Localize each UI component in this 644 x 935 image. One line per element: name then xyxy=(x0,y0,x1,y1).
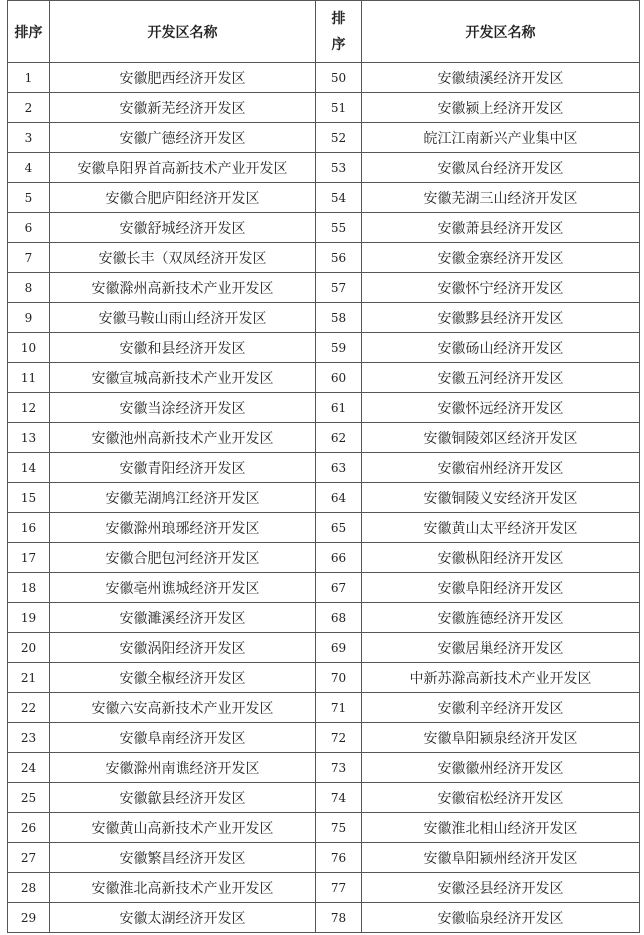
rank-left-cell: 9 xyxy=(8,303,50,333)
table-row xyxy=(8,483,640,513)
rank-left-cell: 5 xyxy=(8,183,50,213)
header-rank-left: 排序 xyxy=(8,1,50,63)
name-left-cell: 安徽和县经济开发区 xyxy=(50,333,316,363)
table-row xyxy=(8,423,640,453)
name-right-cell: 安徽枞阳经济开发区 xyxy=(362,543,640,573)
name-right-cell: 安徽怀远经济开发区 xyxy=(362,393,640,423)
table-row xyxy=(8,633,640,663)
rank-right-cell: 71 xyxy=(316,693,362,723)
rank-left-cell: 8 xyxy=(8,273,50,303)
name-right-cell: 安徽徽州经济开发区 xyxy=(362,753,640,783)
rank-right-cell: 60 xyxy=(316,363,362,393)
rank-right-cell: 57 xyxy=(316,273,362,303)
rank-left-cell: 12 xyxy=(8,393,50,423)
name-right-cell: 安徽旌德经济开发区 xyxy=(362,603,640,633)
table-row xyxy=(8,183,640,213)
name-right-cell: 安徽淮北相山经济开发区 xyxy=(362,813,640,843)
rank-left-cell: 11 xyxy=(8,363,50,393)
name-right-cell: 安徽黟县经济开发区 xyxy=(362,303,640,333)
name-left-cell: 安徽涡阳经济开发区 xyxy=(50,633,316,663)
rank-left-cell: 15 xyxy=(8,483,50,513)
name-right-cell: 安徽金寨经济开发区 xyxy=(362,243,640,273)
rank-right-cell: 70 xyxy=(316,663,362,693)
rank-left-cell: 28 xyxy=(8,873,50,903)
table-row xyxy=(8,453,640,483)
rank-right-cell: 52 xyxy=(316,123,362,153)
rank-right-cell: 67 xyxy=(316,573,362,603)
name-left-cell: 安徽合肥庐阳经济开发区 xyxy=(50,183,316,213)
rank-left-cell: 20 xyxy=(8,633,50,663)
rank-right-cell: 77 xyxy=(316,873,362,903)
rank-right-cell: 69 xyxy=(316,633,362,663)
table-row xyxy=(8,573,640,603)
rank-right-cell: 66 xyxy=(316,543,362,573)
rank-left-cell: 23 xyxy=(8,723,50,753)
name-left-cell: 安徽亳州谯城经济开发区 xyxy=(50,573,316,603)
name-right-cell: 安徽怀宁经济开发区 xyxy=(362,273,640,303)
name-right-cell: 安徽铜陵义安经济开发区 xyxy=(362,483,640,513)
table-row xyxy=(8,303,640,333)
rank-left-cell: 18 xyxy=(8,573,50,603)
table-row xyxy=(8,243,640,273)
name-right-cell: 安徽居巢经济开发区 xyxy=(362,633,640,663)
table-row xyxy=(8,123,640,153)
rank-left-cell: 19 xyxy=(8,603,50,633)
name-left-cell: 安徽芜湖鸠江经济开发区 xyxy=(50,483,316,513)
table-row xyxy=(8,783,640,813)
header-name-left: 开发区名称 xyxy=(50,1,316,63)
rank-right-cell: 61 xyxy=(316,393,362,423)
name-left-cell: 安徽宣城高新技术产业开发区 xyxy=(50,363,316,393)
rank-right-cell: 65 xyxy=(316,513,362,543)
rank-left-cell: 25 xyxy=(8,783,50,813)
name-right-cell: 安徽铜陵郊区经济开发区 xyxy=(362,423,640,453)
table-row xyxy=(8,93,640,123)
name-right-cell: 安徽宿松经济开发区 xyxy=(362,783,640,813)
name-left-cell: 安徽池州高新技术产业开发区 xyxy=(50,423,316,453)
rank-right-cell: 56 xyxy=(316,243,362,273)
header-rank-right-text: 排序 xyxy=(331,10,346,53)
name-left-cell: 安徽肥西经济开发区 xyxy=(50,63,316,93)
rank-left-cell: 3 xyxy=(8,123,50,153)
rank-left-cell: 4 xyxy=(8,153,50,183)
table-row xyxy=(8,333,640,363)
name-left-cell: 安徽当涂经济开发区 xyxy=(50,393,316,423)
rank-right-cell: 55 xyxy=(316,213,362,243)
name-left-cell: 安徽滁州南谯经济开发区 xyxy=(50,753,316,783)
rank-right-cell: 58 xyxy=(316,303,362,333)
name-left-cell: 安徽阜阳界首高新技术产业开发区 xyxy=(50,153,316,183)
name-left-cell: 安徽繁昌经济开发区 xyxy=(50,843,316,873)
name-right-cell: 安徽颍上经济开发区 xyxy=(362,93,640,123)
table-row xyxy=(8,543,640,573)
table-body xyxy=(8,63,640,933)
table-row xyxy=(8,663,640,693)
rank-left-cell: 16 xyxy=(8,513,50,543)
rank-left-cell: 7 xyxy=(8,243,50,273)
table-row xyxy=(8,903,640,933)
rank-right-cell: 78 xyxy=(316,903,362,933)
name-left-cell: 安徽滁州琅琊经济开发区 xyxy=(50,513,316,543)
rank-right-cell: 50 xyxy=(316,63,362,93)
rank-right-cell: 68 xyxy=(316,603,362,633)
rank-left-cell: 24 xyxy=(8,753,50,783)
rank-right-cell: 75 xyxy=(316,813,362,843)
rank-left-cell: 6 xyxy=(8,213,50,243)
table-row xyxy=(8,603,640,633)
rank-right-cell: 72 xyxy=(316,723,362,753)
table-row xyxy=(8,693,640,723)
table-row xyxy=(8,363,640,393)
name-right-cell: 中新苏滁高新技术产业开发区 xyxy=(362,663,640,693)
rank-right-cell: 74 xyxy=(316,783,362,813)
name-left-cell: 安徽太湖经济开发区 xyxy=(50,903,316,933)
name-right-cell: 安徽芜湖三山经济开发区 xyxy=(362,183,640,213)
table-row xyxy=(8,393,640,423)
name-right-cell: 安徽砀山经济开发区 xyxy=(362,333,640,363)
rank-right-cell: 76 xyxy=(316,843,362,873)
name-left-cell: 安徽马鞍山雨山经济开发区 xyxy=(50,303,316,333)
rank-left-cell: 13 xyxy=(8,423,50,453)
rank-left-cell: 22 xyxy=(8,693,50,723)
rank-left-cell: 21 xyxy=(8,663,50,693)
rank-right-cell: 64 xyxy=(316,483,362,513)
name-right-cell: 安徽五河经济开发区 xyxy=(362,363,640,393)
name-right-cell: 皖江江南新兴产业集中区 xyxy=(362,123,640,153)
name-left-cell: 安徽濉溪经济开发区 xyxy=(50,603,316,633)
table-row xyxy=(8,813,640,843)
name-right-cell: 安徽萧县经济开发区 xyxy=(362,213,640,243)
rank-left-cell: 29 xyxy=(8,903,50,933)
table-row xyxy=(8,153,640,183)
name-right-cell: 安徽泾县经济开发区 xyxy=(362,873,640,903)
table-row xyxy=(8,723,640,753)
name-left-cell: 安徽广德经济开发区 xyxy=(50,123,316,153)
name-left-cell: 安徽舒城经济开发区 xyxy=(50,213,316,243)
name-left-cell: 安徽淮北高新技术产业开发区 xyxy=(50,873,316,903)
name-right-cell: 安徽黄山太平经济开发区 xyxy=(362,513,640,543)
rank-right-cell: 54 xyxy=(316,183,362,213)
rank-left-cell: 1 xyxy=(8,63,50,93)
table-row xyxy=(8,873,640,903)
rank-right-cell: 53 xyxy=(316,153,362,183)
table-row xyxy=(8,273,640,303)
table-row xyxy=(8,843,640,873)
rank-right-cell: 73 xyxy=(316,753,362,783)
ranking-table xyxy=(7,0,640,933)
name-right-cell: 安徽绩溪经济开发区 xyxy=(362,63,640,93)
header-name-right: 开发区名称 xyxy=(362,1,640,63)
name-left-cell: 安徽全椒经济开发区 xyxy=(50,663,316,693)
name-right-cell: 安徽利辛经济开发区 xyxy=(362,693,640,723)
name-left-cell: 安徽滁州高新技术产业开发区 xyxy=(50,273,316,303)
rank-right-cell: 51 xyxy=(316,93,362,123)
table-row xyxy=(8,513,640,543)
name-right-cell: 安徽凤台经济开发区 xyxy=(362,153,640,183)
table-row xyxy=(8,753,640,783)
table-row xyxy=(8,63,640,93)
rank-right-cell: 62 xyxy=(316,423,362,453)
name-left-cell: 安徽长丰（双凤经济开发区 xyxy=(50,243,316,273)
rank-right-cell: 59 xyxy=(316,333,362,363)
rank-right-cell: 63 xyxy=(316,453,362,483)
rank-left-cell: 17 xyxy=(8,543,50,573)
name-right-cell: 安徽阜阳颍泉经济开发区 xyxy=(362,723,640,753)
rank-left-cell: 14 xyxy=(8,453,50,483)
header-rank-right xyxy=(316,1,362,63)
rank-left-cell: 10 xyxy=(8,333,50,363)
rank-left-cell: 2 xyxy=(8,93,50,123)
name-left-cell: 安徽歙县经济开发区 xyxy=(50,783,316,813)
name-left-cell: 安徽合肥包河经济开发区 xyxy=(50,543,316,573)
name-right-cell: 安徽阜阳颍州经济开发区 xyxy=(362,843,640,873)
name-left-cell: 安徽新芜经济开发区 xyxy=(50,93,316,123)
name-left-cell: 安徽青阳经济开发区 xyxy=(50,453,316,483)
table-row xyxy=(8,213,640,243)
name-left-cell: 安徽阜南经济开发区 xyxy=(50,723,316,753)
header-row xyxy=(8,1,640,63)
name-right-cell: 安徽阜阳经济开发区 xyxy=(362,573,640,603)
rank-left-cell: 27 xyxy=(8,843,50,873)
rank-left-cell: 26 xyxy=(8,813,50,843)
name-left-cell: 安徽六安高新技术产业开发区 xyxy=(50,693,316,723)
name-left-cell: 安徽黄山高新技术产业开发区 xyxy=(50,813,316,843)
name-right-cell: 安徽宿州经济开发区 xyxy=(362,453,640,483)
name-right-cell: 安徽临泉经济开发区 xyxy=(362,903,640,933)
